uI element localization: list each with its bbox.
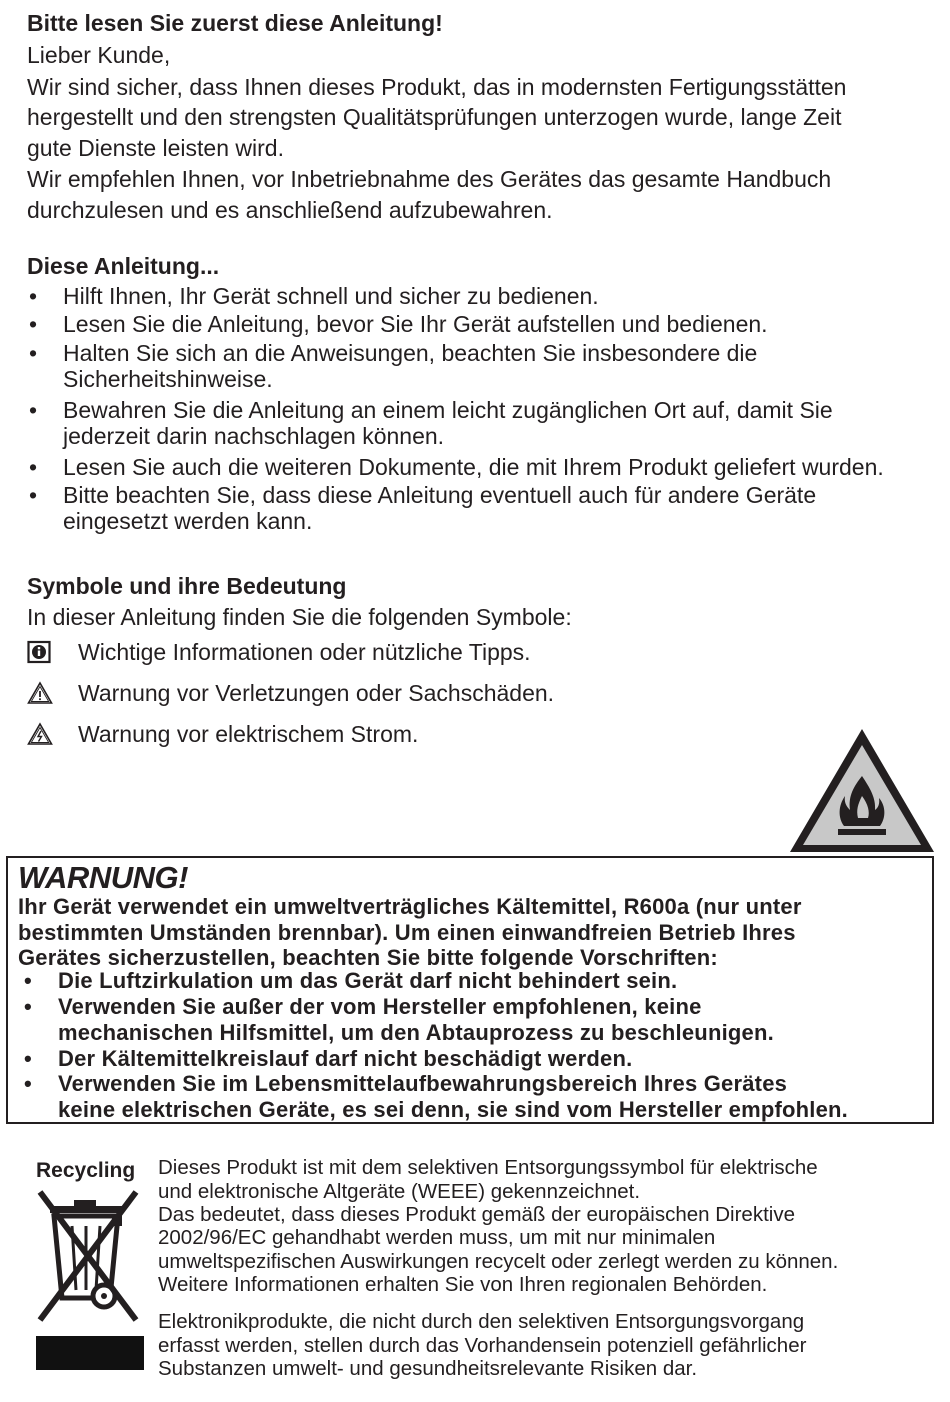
intro-line: Wir empfehlen Ihnen, vor Inbetriebnahme des Gerätes das gesamte Handbuch [27,166,832,192]
bullet-icon: • [29,340,38,366]
bullet-icon: • [24,968,32,993]
intro-line: durchzulesen und es anschließend aufzubewahren. [27,197,553,223]
weee-bin-icon [36,1186,146,1326]
warning-title: WARNUNG! [18,860,188,895]
guide-heading: Diese Anleitung... [27,253,220,279]
bullet-icon: • [24,1071,32,1096]
bullet-text: Lesen Sie auch die weiteren Dokumente, die mit Ihrem Produkt geliefert wurden. [63,454,884,480]
symbol-text: Warnung vor elektrischem Strom. [78,721,419,747]
warning-line: Gerätes sicherzustellen, beachten Sie bitte folgende Vorschriften: [18,945,718,970]
bullet-text: mechanischen Hilfsmittel, um den Abtauprozess zu beschleunigen. [58,1020,774,1045]
flammable-warning-icon [788,726,936,854]
symbols-intro: In dieser Anleitung finden Sie die folgenden Symbole: [27,604,572,630]
intro-line: hergestellt und den strengsten Qualitätsprüfungen unterzogen wurde, lange Zeit [27,104,842,130]
warning-line: bestimmten Umständen brennbar). Um einen einwandfreien Betrieb Ihres [18,920,796,945]
electric-warning-icon [27,722,53,746]
bullet-text: Lesen Sie die Anleitung, bevor Sie Ihr Gerät aufstellen und bedienen. [63,311,768,337]
bullet-icon: • [24,1046,32,1071]
bullet-text: Halten Sie sich an die Anweisungen, beachten Sie insbesondere die [63,340,758,366]
bullet-text: Hilft Ihnen, Ihr Gerät schnell und sicher zu bedienen. [63,283,599,309]
bullet-text: Bewahren Sie die Anleitung an einem leicht zugänglichen Ort auf, damit Sie [63,397,833,423]
bullet-text: Verwenden Sie im Lebensmittelaufbewahrungsbereich Ihres Gerätes [58,1071,788,1096]
info-icon [27,640,53,664]
bullet-icon: • [24,994,32,1019]
recycling-line: 2002/96/EC gehandhabt werden muss, um mit nur minimalen [158,1226,716,1249]
recycling-line: Substanzen umwelt- und gesundheitsrelevante Risiken dar. [158,1357,698,1380]
recycling-label: Recycling [36,1159,136,1182]
bullet-text: Bitte beachten Sie, dass diese Anleitung eventuell auch für andere Geräte [63,482,817,508]
symbols-heading: Symbole und ihre Bedeutung [27,573,347,599]
bullet-text: keine elektrischen Geräte, es sei denn, sie sind vom Hersteller empfohlen. [58,1097,848,1122]
bullet-text: eingesetzt werden kann. [63,508,313,534]
recycling-line: erfasst werden, stellen durch das Vorhandensein potenziell gefährlicher [158,1334,807,1357]
recycling-line: Weitere Informationen erhalten Sie von Ihren regionalen Behörden. [158,1273,768,1296]
bullet-icon: • [29,482,38,508]
recycling-line: und elektronische Altgeräte (WEEE) gekennzeichnet. [158,1180,641,1203]
recycling-line: Das bedeutet, dass dieses Produkt gemäß der europäischen Direktive [158,1203,795,1226]
symbol-text: Warnung vor Verletzungen oder Sachschäden. [78,680,555,706]
intro-heading: Bitte lesen Sie zuerst diese Anleitung! [27,10,443,36]
intro-line: Wir sind sicher, dass Ihnen dieses Produkt, das in modernsten Fertigungsstätten [27,74,847,100]
bullet-icon: • [29,311,38,337]
recycling-line: Dieses Produkt ist mit dem selektiven Entsorgungssymbol für elektrische [158,1156,818,1179]
warning-box [6,856,934,1124]
greeting: Lieber Kunde, [27,42,171,68]
warning-triangle-icon [27,681,53,705]
bullet-icon: • [29,283,38,309]
recycling-line: umweltspezifischen Auswirkungen recycelt oder zerlegt werden zu können. [158,1250,839,1273]
symbol-text: Wichtige Informationen oder nützliche Tipps. [78,639,531,665]
bullet-text: Sicherheitshinweise. [63,366,273,392]
bullet-text: Der Kältemittelkreislauf darf nicht beschädigt werden. [58,1046,633,1071]
warning-line: Ihr Gerät verwendet ein umweltverträgliches Kältemittel, R600a (nur unter [18,894,802,919]
bullet-text: Die Luftzirkulation um das Gerät darf nicht behindert sein. [58,968,678,993]
recycling-line: Elektronikprodukte, die nicht durch den selektiven Entsorgungsvorgang [158,1310,805,1333]
bullet-text: jederzeit darin nachschlagen können. [63,423,445,449]
weee-black-bar [36,1336,144,1370]
intro-line: gute Dienste leisten wird. [27,135,284,161]
bullet-icon: • [29,454,38,480]
bullet-text: Verwenden Sie außer der vom Hersteller empfohlenen, keine [58,994,702,1019]
bullet-icon: • [29,397,38,423]
